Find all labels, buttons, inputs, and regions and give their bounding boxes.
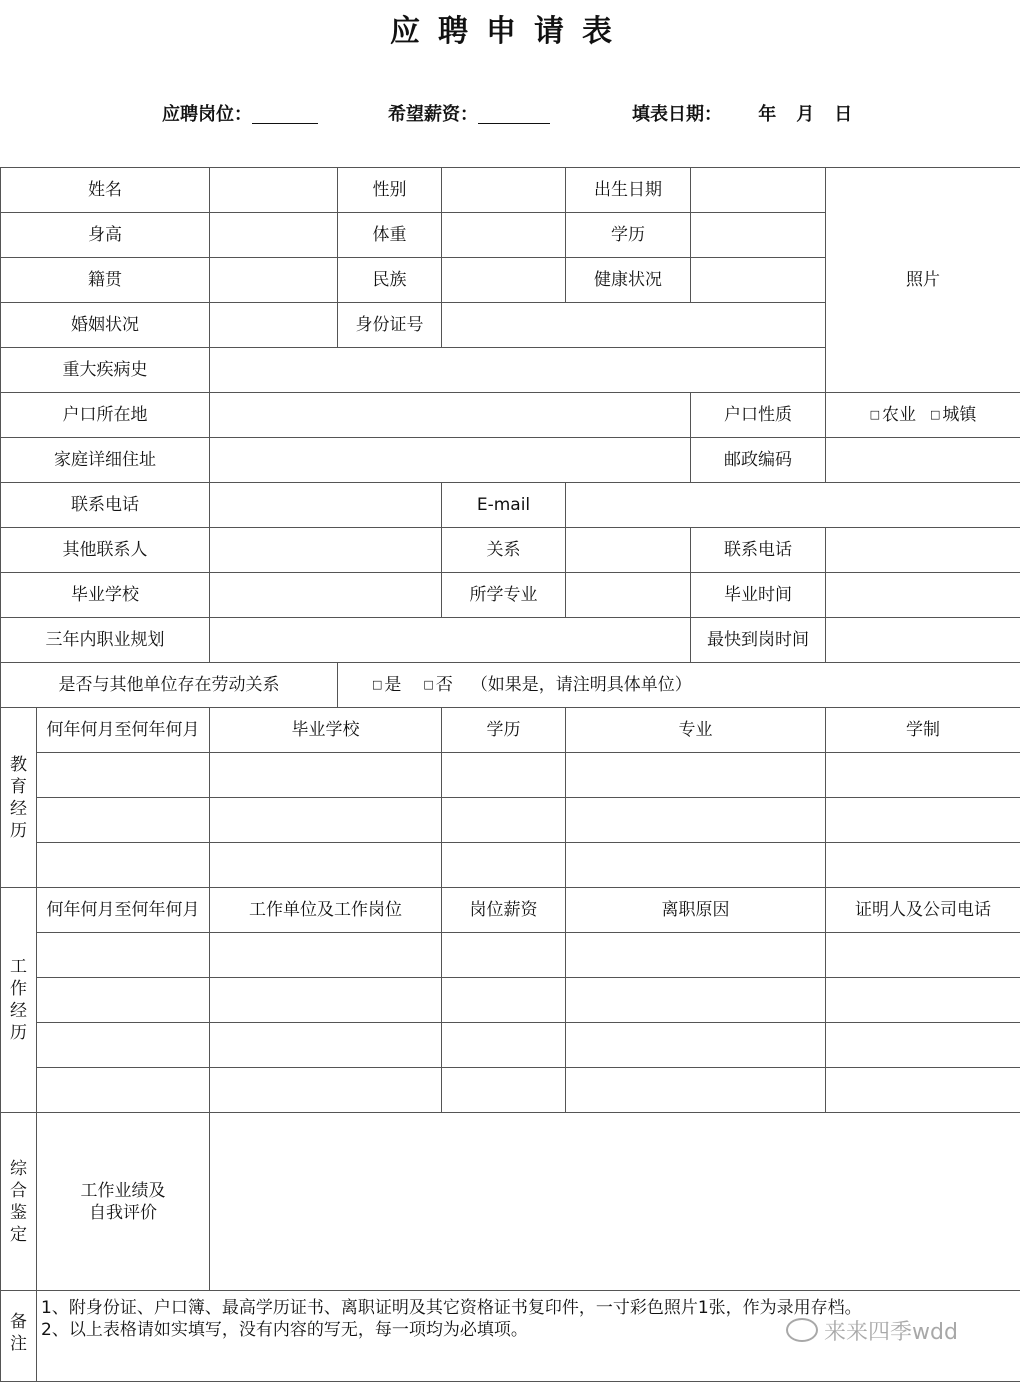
contact-phone-input[interactable] xyxy=(826,528,1020,573)
work-cell[interactable] xyxy=(566,933,826,978)
other-contact-input[interactable] xyxy=(210,528,442,573)
school-label: 毕业学校 xyxy=(1,573,210,618)
watermark xyxy=(786,1318,958,1348)
email-input[interactable] xyxy=(566,483,1020,528)
relation-input[interactable] xyxy=(566,528,691,573)
education-section-text: 教育经历 xyxy=(9,754,29,842)
date-label: 填表日期： xyxy=(632,104,722,125)
remarks-section-label xyxy=(1,1291,37,1382)
work-section-label xyxy=(1,888,37,1113)
edu-cell[interactable] xyxy=(37,798,210,843)
edu-cell[interactable] xyxy=(442,753,566,798)
edu-cell[interactable] xyxy=(210,753,442,798)
edu-cell[interactable] xyxy=(826,798,1020,843)
ethnicity-input[interactable] xyxy=(442,258,566,303)
contact-phone-label: 联系电话 xyxy=(691,528,826,573)
earliest-start-label: 最快到岗时间 xyxy=(691,618,826,663)
work-cell[interactable] xyxy=(442,1023,566,1068)
checkbox-icon[interactable]: □ xyxy=(930,408,940,421)
edu-cell[interactable] xyxy=(37,843,210,888)
work-cell[interactable] xyxy=(210,933,442,978)
labor-no-option[interactable] xyxy=(423,675,452,695)
assessment-section-label xyxy=(1,1113,37,1291)
remarks-section-text: 备注 xyxy=(9,1311,29,1355)
work-header-salary: 岗位薪资 xyxy=(442,888,566,933)
school-input[interactable] xyxy=(210,573,442,618)
form-title: 应聘申请表 xyxy=(0,10,1020,54)
birthdate-input[interactable] xyxy=(691,168,826,213)
edu-cell[interactable] xyxy=(210,843,442,888)
work-header-row xyxy=(1,888,1020,933)
salary-blank[interactable] xyxy=(478,105,550,124)
hukou-rural-label: 农业 xyxy=(882,405,916,425)
checkbox-icon[interactable]: □ xyxy=(870,408,880,421)
work-cell[interactable] xyxy=(826,978,1020,1023)
hukou-location-input[interactable] xyxy=(210,393,691,438)
hukou-urban-label: 城镇 xyxy=(942,405,976,425)
education-row xyxy=(1,798,1020,843)
form-row-8 xyxy=(1,483,1020,528)
date-day: 日 xyxy=(834,100,852,130)
work-cell[interactable] xyxy=(37,978,210,1023)
email-label: E-mail xyxy=(442,483,566,528)
edu-header-period: 何年何月至何年何月 xyxy=(37,708,210,753)
checkbox-icon[interactable]: □ xyxy=(423,678,433,691)
form-row-12 xyxy=(1,663,1020,708)
health-input[interactable] xyxy=(691,258,826,303)
work-cell[interactable] xyxy=(210,1068,442,1113)
edu-cell[interactable] xyxy=(37,753,210,798)
postcode-label: 邮政编码 xyxy=(691,438,826,483)
work-header-reference: 证明人及公司电话 xyxy=(826,888,1020,933)
native-place-label: 籍贯 xyxy=(1,258,210,303)
marital-label: 婚姻状况 xyxy=(1,303,210,348)
edu-header-degree: 学历 xyxy=(442,708,566,753)
education-row xyxy=(1,843,1020,888)
education-input[interactable] xyxy=(691,213,826,258)
work-row xyxy=(1,1023,1020,1068)
checkbox-icon[interactable]: □ xyxy=(372,678,382,691)
remark-line-2: 2、以上表格请如实填写，没有内容的写无，每一项均为必填项。 xyxy=(41,1319,1020,1341)
form-row-10 xyxy=(1,573,1020,618)
work-cell[interactable] xyxy=(442,933,566,978)
work-section-text: 工作经历 xyxy=(9,956,29,1044)
id-number-label: 身份证号 xyxy=(338,303,442,348)
hukou-urban-option[interactable] xyxy=(930,405,976,425)
work-cell[interactable] xyxy=(566,1023,826,1068)
position-blank[interactable] xyxy=(252,105,318,124)
edu-cell[interactable] xyxy=(826,753,1020,798)
grad-time-label: 毕业时间 xyxy=(691,573,826,618)
address-input[interactable] xyxy=(210,438,691,483)
edu-cell[interactable] xyxy=(442,843,566,888)
remark-line-1: 1、附身份证、户口簿、最高学历证书、离职证明及其它资格证书复印件，一寸彩色照片1张，作为录用存档。 xyxy=(41,1297,1020,1319)
watermark-text: 来来四季wdd xyxy=(824,1320,958,1345)
date-month: 月 xyxy=(796,100,814,130)
work-cell[interactable] xyxy=(37,933,210,978)
id-number-input[interactable] xyxy=(442,303,826,348)
expected-salary-field[interactable] xyxy=(388,100,550,130)
work-row xyxy=(1,933,1020,978)
phone-label: 联系电话 xyxy=(1,483,210,528)
major-input[interactable] xyxy=(566,573,691,618)
work-cell[interactable] xyxy=(826,1023,1020,1068)
hukou-type-options xyxy=(826,393,1020,438)
health-label: 健康状况 xyxy=(566,258,691,303)
self-evaluation-label-line1: 工作业绩及 xyxy=(37,1180,209,1202)
edu-cell[interactable] xyxy=(826,843,1020,888)
wechat-icon xyxy=(786,1318,818,1342)
assessment-row xyxy=(1,1113,1020,1291)
labor-relation-options xyxy=(338,663,1020,708)
edu-header-school: 毕业学校 xyxy=(210,708,442,753)
education-label: 学历 xyxy=(566,213,691,258)
relation-label: 关系 xyxy=(442,528,566,573)
education-header-row xyxy=(1,708,1020,753)
hukou-type-label: 户口性质 xyxy=(691,393,826,438)
edu-cell[interactable] xyxy=(566,843,826,888)
work-cell[interactable] xyxy=(442,978,566,1023)
self-evaluation-label-line2: 自我评价 xyxy=(37,1202,209,1224)
date-year: 年 xyxy=(758,100,776,130)
earliest-start-input[interactable] xyxy=(826,618,1020,663)
edu-cell[interactable] xyxy=(566,798,826,843)
photo-box[interactable]: 照片 xyxy=(826,168,1020,393)
postcode-input[interactable] xyxy=(826,438,1020,483)
application-form-table xyxy=(0,167,1020,1382)
medical-history-input[interactable] xyxy=(210,348,826,393)
assessment-section-text: 综合鉴定 xyxy=(9,1158,29,1246)
birthdate-label: 出生日期 xyxy=(566,168,691,213)
form-row-11 xyxy=(1,618,1020,663)
weight-input[interactable] xyxy=(442,213,566,258)
hukou-location-label: 户口所在地 xyxy=(1,393,210,438)
salary-label: 希望薪资： xyxy=(388,104,478,125)
labor-yes-label: 是 xyxy=(384,675,401,695)
work-row xyxy=(1,1068,1020,1113)
work-cell[interactable] xyxy=(566,1068,826,1113)
form-row-1 xyxy=(1,168,1020,213)
marital-input[interactable] xyxy=(210,303,338,348)
address-label: 家庭详细住址 xyxy=(1,438,210,483)
work-cell[interactable] xyxy=(37,1068,210,1113)
work-cell[interactable] xyxy=(826,1068,1020,1113)
labor-yes-option[interactable] xyxy=(372,675,401,695)
grad-time-input[interactable] xyxy=(826,573,1020,618)
phone-input[interactable] xyxy=(210,483,442,528)
work-cell[interactable] xyxy=(826,933,1020,978)
major-label: 所学专业 xyxy=(442,573,566,618)
native-place-input[interactable] xyxy=(210,258,338,303)
work-cell[interactable] xyxy=(210,1023,442,1068)
work-cell[interactable] xyxy=(210,978,442,1023)
work-cell[interactable] xyxy=(442,1068,566,1113)
ethnicity-label: 民族 xyxy=(338,258,442,303)
fill-date-field[interactable] xyxy=(632,100,852,130)
position-applied-field[interactable] xyxy=(162,100,318,130)
other-contact-label: 其他联系人 xyxy=(1,528,210,573)
hukou-rural-option[interactable] xyxy=(870,405,916,425)
education-row xyxy=(1,753,1020,798)
career-plan-label: 三年内职业规划 xyxy=(1,618,210,663)
edu-header-major: 专业 xyxy=(566,708,826,753)
work-header-employer: 工作单位及工作岗位 xyxy=(210,888,442,933)
position-label: 应聘岗位： xyxy=(162,104,252,125)
gender-label: 性别 xyxy=(338,168,442,213)
self-evaluation-label xyxy=(37,1113,210,1291)
edu-header-duration: 学制 xyxy=(826,708,1020,753)
name-label: 姓名 xyxy=(1,168,210,213)
edu-cell[interactable] xyxy=(566,753,826,798)
height-label: 身高 xyxy=(1,213,210,258)
labor-no-label: 否 xyxy=(436,675,453,695)
form-row-9 xyxy=(1,528,1020,573)
edu-cell[interactable] xyxy=(210,798,442,843)
career-plan-input[interactable] xyxy=(210,618,691,663)
gender-input[interactable] xyxy=(442,168,566,213)
medical-history-label: 重大疾病史 xyxy=(1,348,210,393)
weight-label: 体重 xyxy=(338,213,442,258)
labor-note: （如果是，请注明具体单位） xyxy=(471,675,692,695)
work-row xyxy=(1,978,1020,1023)
work-header-reason: 离职原因 xyxy=(566,888,826,933)
name-input[interactable] xyxy=(210,168,338,213)
height-input[interactable] xyxy=(210,213,338,258)
work-cell[interactable] xyxy=(37,1023,210,1068)
form-row-7 xyxy=(1,438,1020,483)
edu-cell[interactable] xyxy=(442,798,566,843)
self-evaluation-input[interactable] xyxy=(210,1113,1020,1291)
labor-relation-label: 是否与其他单位存在劳动关系 xyxy=(1,663,338,708)
work-header-period: 何年何月至何年何月 xyxy=(37,888,210,933)
form-row-6 xyxy=(1,393,1020,438)
work-cell[interactable] xyxy=(566,978,826,1023)
education-section-label xyxy=(1,708,37,888)
